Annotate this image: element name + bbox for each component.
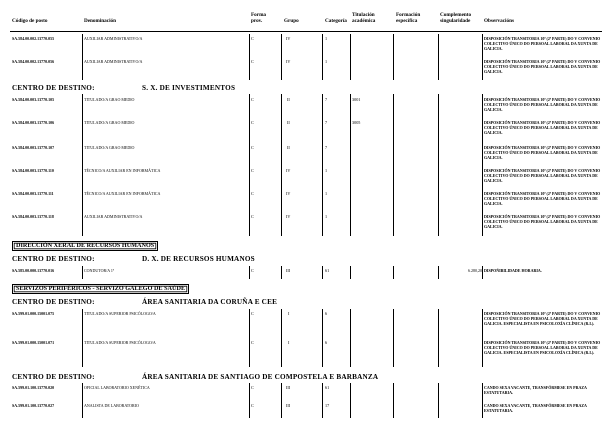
row-forma: C <box>251 36 254 41</box>
column-separator <box>322 266 323 279</box>
row-titulacion: 3005 <box>352 120 361 125</box>
column-separator <box>322 309 323 367</box>
row-denominacion: AUXILIAR ADMINISTRATIVO/A <box>84 214 143 219</box>
column-separator <box>82 383 83 418</box>
column-separator <box>249 383 250 418</box>
column-separator <box>350 383 351 418</box>
column-separator <box>482 266 483 279</box>
row-grupo: IV <box>286 59 291 64</box>
column-separator <box>393 266 394 279</box>
header-titulacion: Titulación académica <box>352 12 376 24</box>
column-separator <box>438 383 439 418</box>
row-grupo: IV <box>286 168 291 173</box>
centro-destino-name: ÁREA SANITARIA DA CORUÑA E CEE <box>142 298 278 306</box>
column-separator <box>350 309 351 367</box>
row-categoria: 1 <box>325 36 328 41</box>
row-code: SA.584.00.002.13770.056 <box>12 59 55 64</box>
row-forma: C <box>251 214 254 219</box>
section-heading-box: DIRECCIÓN XERAL DE RECURSOS HUMANOS <box>12 241 158 251</box>
row-forma: C <box>251 97 254 102</box>
row-code: SA.599.01.100.13770.027 <box>12 403 55 408</box>
section-heading-box: SERVIZOS PERIFÉRICOS - SERVIZO GALEGO DE SAÚDE <box>12 284 189 294</box>
header-grupo: Grupo <box>284 18 299 24</box>
row-observacions: DISPOSICIÓN TRANSITORIA 10ª (2ª PARTE) DO V CONVENIO COLECTIVO ÚNICO DO PERSOAL LABORAL DA XUNTA DE GALICIA. <box>484 191 601 206</box>
row-grupo: I <box>288 340 290 345</box>
column-separator <box>393 34 394 80</box>
row-observacions: DISPOSICIÓN TRANSITORIA 10ª (2ª PARTE) DO V CONVENIO COLECTIVO ÚNICO DO PERSOAL LABORAL DA XUNTA DE GALICIA. <box>484 36 601 51</box>
header-complemento: Complemento singularidade <box>440 12 472 24</box>
row-denominacion: TITULADO/A GRAO MEDIO <box>84 145 135 150</box>
column-separator <box>82 309 83 367</box>
column-separator <box>322 383 323 418</box>
row-categoria: 7 <box>325 97 328 102</box>
row-categoria: 61 <box>325 268 330 273</box>
column-separator <box>82 94 83 236</box>
row-denominacion: OFICIAL LABORATORIO XENÉTICA <box>84 385 150 390</box>
column-separator <box>482 34 483 80</box>
centro-destino-label: CENTRO DE DESTINO: <box>12 84 95 92</box>
row-observacions: DISPOSICIÓN TRANSITORIA 10ª (2ª PARTE) DO V CONVENIO COLECTIVO ÚNICO DO PERSOAL LABORAL DA XUNTA DE GALICIA. <box>484 145 601 160</box>
row-observacions: DISPOSICIÓN TRANSITORIA 10ª (2ª PARTE) DO V CONVENIO COLECTIVO ÚNICO DO PERSOAL LABORAL DA XUNTA DE GALICIA. <box>484 120 601 135</box>
column-separator <box>482 94 483 236</box>
column-separator <box>322 94 323 236</box>
row-code: SA.584.00.003.13770.106 <box>12 120 55 125</box>
row-observacions: DISPOÑIBILIDADE HORARIA. <box>484 268 542 273</box>
header-denominacion: Denominación <box>84 18 116 24</box>
column-separator <box>281 383 282 418</box>
row-denominacion: TITULADO/A GRAO MEDIO <box>84 120 135 125</box>
row-grupo: IV <box>286 36 291 41</box>
column-separator <box>249 266 250 279</box>
row-categoria: 7 <box>325 145 328 150</box>
row-forma: C <box>251 191 254 196</box>
centro-destino-name: D. X. DE RECURSOS HUMANOS <box>142 255 255 263</box>
row-denominacion: CONDUTOR/A 1ª <box>84 268 115 273</box>
row-code: SA.599.01.100.13770.020 <box>12 385 55 390</box>
row-categoria: 17 <box>325 403 330 408</box>
centro-destino-label: CENTRO DE DESTINO: <box>12 373 95 381</box>
row-grupo: I <box>288 311 290 316</box>
row-categoria: 6 <box>325 311 328 316</box>
column-separator <box>482 383 483 418</box>
column-separator <box>249 94 250 236</box>
row-forma: C <box>251 385 254 390</box>
row-grupo: III <box>286 385 291 390</box>
row-denominacion: TÉCNICO/A AUXILIAR EN INFORMÁTICA <box>84 168 161 173</box>
row-denominacion: TÉCNICO/A AUXILIAR EN INFORMÁTICA <box>84 191 161 196</box>
row-observacions: DISPOSICIÓN TRANSITORIA 10ª (2ª PARTE) DO V CONVENIO COLECTIVO ÚNICO DO PERSOAL LABORAL DA XUNTA DE GALICIA. <box>484 168 601 183</box>
column-separator <box>281 94 282 236</box>
header-categoria: Categoría <box>325 18 347 24</box>
column-separator <box>281 34 282 80</box>
row-code: SA.584.00.003.13770.118 <box>12 214 54 219</box>
header-codigo: Código de posto <box>12 18 48 24</box>
row-code: SA.584.00.002.13770.055 <box>12 36 55 41</box>
row-categoria: 7 <box>325 120 328 125</box>
column-separator <box>350 94 351 236</box>
row-code: SA.599.01.000.15001.075 <box>12 311 55 316</box>
row-denominacion: AUXILIAR ADMINISTRATIVO/A <box>84 36 143 41</box>
row-observacions: DISPOSICIÓN TRANSITORIA 10ª (2ª PARTE) DO V CONVENIO COLECTIVO ÚNICO DO PERSOAL LABORAL DA XUNTA DE GALICIA. ESPECIALISTA EN PSICOLOXÍA CLÍNICA (R.I.). <box>484 311 601 326</box>
column-separator <box>249 34 250 80</box>
column-separator <box>438 266 439 279</box>
row-denominacion: TITULADO/A GRAO MEDIO <box>84 97 135 102</box>
column-separator <box>281 309 282 367</box>
header-observacions: Observacións <box>484 18 514 24</box>
column-separator <box>393 309 394 367</box>
row-categoria: 1 <box>325 59 328 64</box>
row-forma: C <box>251 120 254 125</box>
row-categoria: 6 <box>325 340 328 345</box>
row-forma: C <box>251 311 254 316</box>
row-observacions: DISPOSICIÓN TRANSITORIA 10ª (2ª PARTE) DO V CONVENIO COLECTIVO ÚNICO DO PERSOAL LABORAL DA XUNTA DE GALICIA. <box>484 97 601 112</box>
row-denominacion: TITULADO/A SUPERIOR PSICÓLOGO/A <box>84 311 156 316</box>
row-grupo: II <box>287 145 290 150</box>
column-separator <box>393 383 394 418</box>
column-separator <box>393 94 394 236</box>
row-forma: C <box>251 403 254 408</box>
column-separator <box>350 266 351 279</box>
centro-destino-label: CENTRO DE DESTINO: <box>12 298 95 306</box>
row-code: SA.584.00.003.13770.110 <box>12 168 54 173</box>
row-observacions: DISPOSICIÓN TRANSITORIA 10ª (2ª PARTE) DO V CONVENIO COLECTIVO ÚNICO DO PERSOAL LABORAL DA XUNTA DE GALICIA. <box>484 59 601 74</box>
row-grupo: III <box>286 403 291 408</box>
row-code: SA.584.00.003.13770.107 <box>12 145 55 150</box>
row-titulacion: 3001 <box>352 97 361 102</box>
header-formacion: Formación específica <box>396 12 421 24</box>
row-forma: C <box>251 168 254 173</box>
column-separator <box>249 309 250 367</box>
column-separator <box>438 309 439 367</box>
row-grupo: IV <box>286 191 291 196</box>
column-separator <box>82 266 83 279</box>
column-separator <box>82 34 83 80</box>
row-grupo: IV <box>286 214 291 219</box>
column-separator <box>281 266 282 279</box>
row-forma: C <box>251 59 254 64</box>
row-categoria: 1 <box>325 214 328 219</box>
row-denominacion: AUXILIAR ADMINISTRATIVO/A <box>84 59 143 64</box>
centro-destino-label: CENTRO DE DESTINO: <box>12 255 95 263</box>
column-separator <box>482 309 483 367</box>
row-code: SA.584.00.003.13770.111 <box>12 191 54 196</box>
row-forma: C <box>251 340 254 345</box>
column-separator <box>322 34 323 80</box>
column-separator <box>438 94 439 236</box>
centro-destino-name: ÁREA SANITARIA DE SANTIAGO DE COMPOSTELA E BARBANZA <box>142 373 379 381</box>
row-code: SA.599.01.000.15001.071 <box>12 340 55 345</box>
row-code: SA.584.00.003.13770.105 <box>12 97 55 102</box>
row-code: SA.585.00.000.13770.016 <box>12 268 55 273</box>
row-categoria: 1 <box>325 191 328 196</box>
row-categoria: 61 <box>325 385 330 390</box>
row-categoria: 1 <box>325 168 328 173</box>
column-separator <box>438 34 439 80</box>
row-observacions: DISPOSICIÓN TRANSITORIA 10ª (2ª PARTE) DO V CONVENIO COLECTIVO ÚNICO DO PERSOAL LABORAL DA XUNTA DE GALICIA. ESPECIALISTA EN PSICOLOXÍA CLÍNICA (R.I.). <box>484 340 601 355</box>
row-grupo: III <box>286 268 291 273</box>
row-denominacion: ANALISTA DE LABORATORIO <box>84 403 139 408</box>
row-observacions: CANDO SEXA VACANTE, TRANSFÓRMESE EN PRAZA ESTATUTARIA. <box>484 403 587 413</box>
row-observacions: CANDO SEXA VACANTE, TRANSFÓRMESE EN PRAZA ESTATUTARIA. <box>484 385 587 395</box>
row-observacions: DISPOSICIÓN TRANSITORIA 10ª (2ª PARTE) DO V CONVENIO COLECTIVO ÚNICO DO PERSOAL LABORAL DA XUNTA DE GALICIA. <box>484 214 601 229</box>
row-forma: C <box>251 268 254 273</box>
row-forma: C <box>251 145 254 150</box>
header-divider <box>10 31 602 32</box>
header-forma: Forma prov. <box>251 12 266 24</box>
row-grupo: II <box>287 97 290 102</box>
row-denominacion: TITULADO/A SUPERIOR PSICÓLOGO/A <box>84 340 156 345</box>
column-separator <box>350 34 351 80</box>
row-complemento: 6.280,20 <box>468 268 482 273</box>
centro-destino-name: S. X. DE INVESTIMENTOS <box>142 84 236 92</box>
row-grupo: II <box>287 120 290 125</box>
